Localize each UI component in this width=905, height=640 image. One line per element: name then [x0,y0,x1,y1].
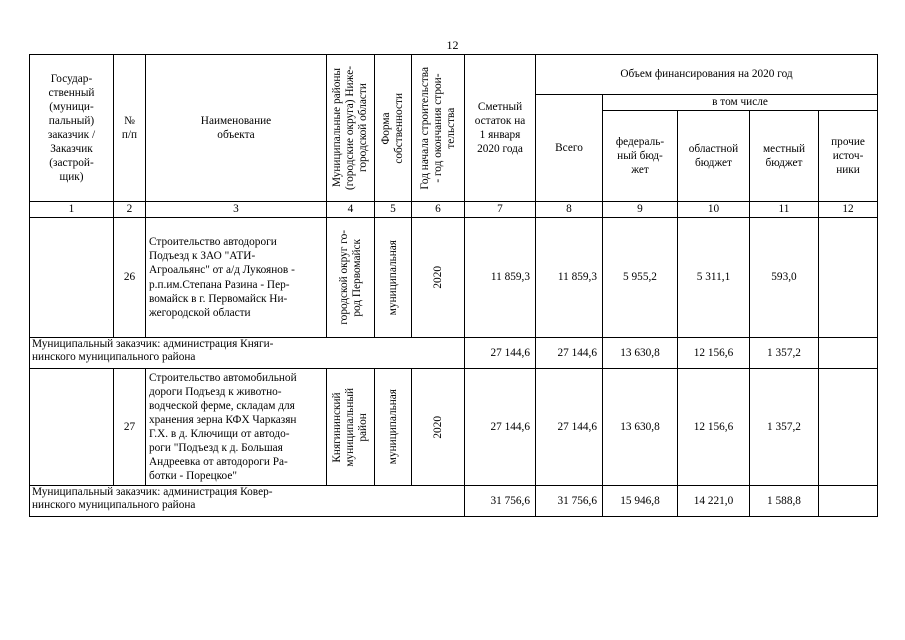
subtotal-federal: 13 630,8 [603,338,678,369]
header-federal: федераль- ный бюд- жет [603,111,678,202]
page-number: 12 [446,38,459,52]
subtotal-estimated: 27 144,6 [465,338,536,369]
row-total: 11 859,3 [536,218,603,338]
subtotal-total: 27 144,6 [536,338,603,369]
table-row [30,369,878,486]
financing-table [29,54,878,517]
header-years [412,55,465,202]
subtotal-total: 31 756,6 [536,486,603,517]
column-number-row [30,202,878,218]
column-number: 9 [603,202,678,218]
row-local: 1 357,2 [750,369,819,486]
row-ownership-text: муниципальная [386,239,399,316]
row-federal: 13 630,8 [603,369,678,486]
subtotal-label: Муниципальный заказчик: администрация Княги- нинского муниципального района [30,338,465,369]
column-number: 12 [819,202,878,218]
row-other [819,369,878,486]
row-ownership [375,218,412,338]
row-estimated: 11 859,3 [465,218,536,338]
header-total: Всего [536,95,603,202]
table-row [30,218,878,338]
row-regional: 5 311,1 [678,218,750,338]
header-other: прочие источ- ники [819,111,878,202]
header-estimated-balance: Сметный остаток на 1 января 2020 года [465,55,536,202]
column-number: 10 [678,202,750,218]
subtotal-estimated: 31 756,6 [465,486,536,517]
row-regional: 12 156,6 [678,369,750,486]
subtotal-other [819,338,878,369]
header-customer: Государ- ственный (муници- пальный) заказчик / Заказчик (застрой- щик) [30,55,114,202]
column-number: 4 [327,202,375,218]
column-number: 7 [465,202,536,218]
header-ownership-text: Форма собственности [380,92,405,164]
row-ownership [375,369,412,486]
header-local: местный бюджет [750,111,819,202]
row-number: 27 [114,369,146,486]
row-customer [30,369,114,486]
column-number: 6 [412,202,465,218]
column-number: 8 [536,202,603,218]
column-number: 11 [750,202,819,218]
header-years-text: Год начала строительства - год окончания строи- тельства [418,66,457,190]
header-ownership [375,55,412,202]
subtotal-other [819,486,878,517]
header-including: в том числе [603,95,878,111]
row-year-text: 2020 [431,266,444,289]
header-number: № п/п [114,55,146,202]
row-district-text: городской округ го- род Первомайск [337,230,363,325]
row-district [327,218,375,338]
row-federal: 5 955,2 [603,218,678,338]
row-local: 593,0 [750,218,819,338]
subtotal-row [30,338,878,369]
subtotal-label: Муниципальный заказчик: администрация Ковер- нинского муниципального района [30,486,465,517]
column-number: 3 [146,202,327,218]
subtotal-regional: 12 156,6 [678,338,750,369]
subtotal-regional: 14 221,0 [678,486,750,517]
row-ownership-text: муниципальная [386,389,399,465]
row-customer [30,218,114,338]
header-districts [327,55,375,202]
subtotal-local: 1 588,8 [750,486,819,517]
subtotal-row [30,486,878,517]
column-number: 2 [114,202,146,218]
subtotal-local: 1 357,2 [750,338,819,369]
header-object-name: Наименование объекта [146,55,327,202]
row-estimated: 27 144,6 [465,369,536,486]
header-regional: областной бюджет [678,111,750,202]
header-financing: Объем финансирования на 2020 год [536,55,878,95]
row-year-text: 2020 [431,415,444,439]
row-object: Строительство автодороги Подъезд к ЗАО "АТИ- Агроальянс" от а/д Лукоянов - р.п.им.Степана Разина - Пер- вомайск в г. Первомайск Ни- жегородской области [146,218,327,338]
header-districts-text: Муниципальные районы (городские округа) Ниже- городской области [331,65,369,191]
row-year [412,218,465,338]
row-year [412,369,465,486]
row-object: Строительство автомобильной дороги Подъезд к животно- водческой ферме, складам для хранения зерна КФХ Чарказян Г.Х. в д. Ключищи от автодо- роги "Подъезд к д. Большая Андреевка от автодороги Ра- ботки - Порецкое" [146,369,327,486]
row-other [819,218,878,338]
subtotal-federal: 15 946,8 [603,486,678,517]
row-total: 27 144,6 [536,369,603,486]
column-number: 1 [30,202,114,218]
column-number: 5 [375,202,412,218]
row-number: 26 [114,218,146,338]
row-district-text: Княгининский муниципальный район [331,387,369,467]
row-district [327,369,375,486]
